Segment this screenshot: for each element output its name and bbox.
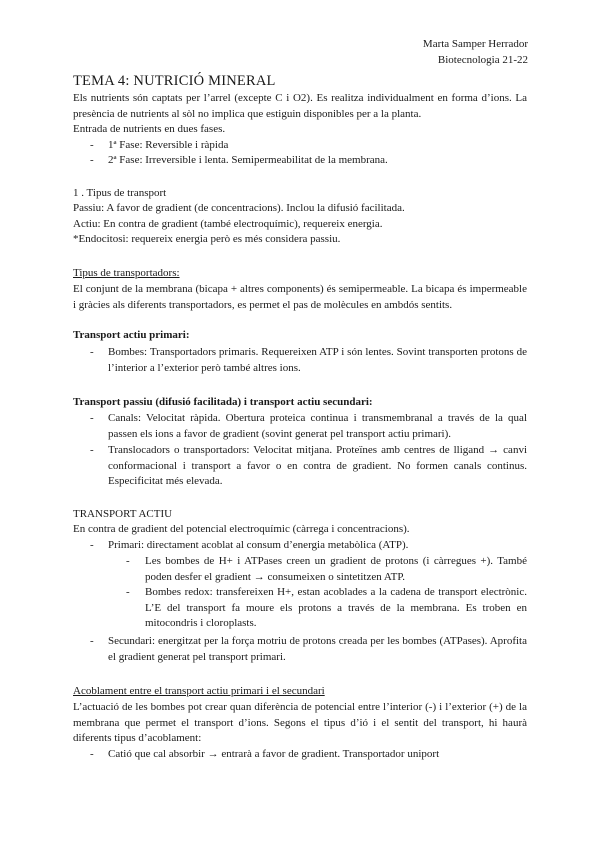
phase-2: 2ª Fase: Irreversible i lenta. Semipermeabilitat de la membrana.	[108, 154, 388, 166]
list-dash: -	[90, 412, 94, 424]
header-author: Marta Samper Herrador	[422, 38, 528, 50]
list-dash: -	[90, 154, 94, 166]
primary-item: Primari: directament acoblat al consum d’energia metabòlica (ATP).	[108, 539, 409, 551]
active-transport-heading: TRANSPORT ACTIU	[73, 508, 173, 520]
header-course: Biotecnologia 21-22	[437, 54, 528, 66]
active-transport-definition: En contra de gradient del potencial electroquímic (càrrega i concentracions).	[73, 523, 410, 535]
channels-item: Canals: Velocitat ràpida. Obertura proteica continua i transmembranal a través de la qual passen els ions a favor de gradient (sovint generat pel transport actiu primari).	[108, 412, 527, 440]
active-definition: Actiu: En contra de gradient (també electroquímic), requereix energia.	[73, 218, 383, 230]
passive-definition: Passiu: A favor de gradient (de concentracions). Inclou la difusió facilitada.	[73, 202, 405, 214]
list-dash: -	[90, 346, 94, 358]
cation-item: Catió que cal absorbir → entrarà a favor de gradient. Transportador uniport	[108, 748, 440, 760]
transporters-paragraph: El conjunt de la membrana (bicapa + altres components) és semipermeable. La bicapa és impermeable i gràcies als diferents transportadors, es permet el pas de molècules en ambdós sentits.	[73, 283, 527, 311]
secondary-item: Secundari: energitzat per la força motriu de protons creada per les bombes (ATPases). Aprofita el gradient generat pel transport primari.	[108, 635, 527, 663]
phase-1: 1ª Fase: Reversible i ràpida	[108, 139, 229, 151]
list-dash: -	[90, 748, 94, 760]
intro-paragraph: Els nutrients són captats per l’arrel (excepte C i O2). Es realitza individualment en forma d’ions. La presència de nutrients al sòl no implica que estiguin disponibles per a la planta.	[73, 92, 527, 120]
list-dash: -	[126, 555, 130, 567]
list-dash: -	[90, 444, 94, 456]
list-dash: -	[90, 139, 94, 151]
endocytosis-note: *Endocitosi: requereix energia però es més considera passiu.	[73, 233, 341, 245]
pumps-item: Bombes: Transportadors primaris. Requereixen ATP i són lentes. Sovint transporten protons de l’interior a l’exterior però també altres ions.	[108, 346, 527, 374]
page-title: TEMA 4: NUTRICIÓ MINERAL	[73, 73, 276, 89]
section-heading-transport-types: 1 . Tipus de transport	[73, 187, 167, 199]
list-dash: -	[90, 635, 94, 647]
passive-secondary-heading: Transport passiu (difusió facilitada) i transport actiu secundari:	[73, 396, 373, 408]
coupling-paragraph: L’actuació de les bombes pot crear quan diferència de potencial entre l’interior (-) i l’exterior (+) de la membrana que permet el transport d’ions. Segons el tipus d’ió i el sentit del transport, hi haurà diferents tipus d’acoblament:	[73, 701, 527, 744]
translocators-item: Translocadors o transportadors: Velocitat mitjana. Proteïnes amb centres de lligand → canvi conformacional i transport a favor o en contra de gradient. No formen canals continus. Especificitat més elevada.	[108, 444, 527, 487]
coupling-heading: Acoblament entre el transport actiu primari i el secundari	[73, 685, 325, 697]
transporters-heading: Tipus de transportadors:	[73, 267, 180, 279]
list-dash: -	[126, 586, 130, 598]
list-dash: -	[90, 539, 94, 551]
active-primary-heading: Transport actiu primari:	[73, 329, 190, 341]
h-pumps-item: Les bombes de H+ i ATPases creen un gradient de protons (i càrregues +). També poden desfer el gradient → consumeixen o sintetitzen ATP.	[145, 555, 527, 583]
intro-phases-lead: Entrada de nutrients en dues fases.	[73, 123, 226, 135]
redox-pumps-item: Bombes redox: transfereixen H+, estan acoblades a la cadena de transport electrònic. L’E del transport fa moure els protons a través de la membrana. Es troben en mitocondris i cloroplasts.	[145, 586, 527, 629]
